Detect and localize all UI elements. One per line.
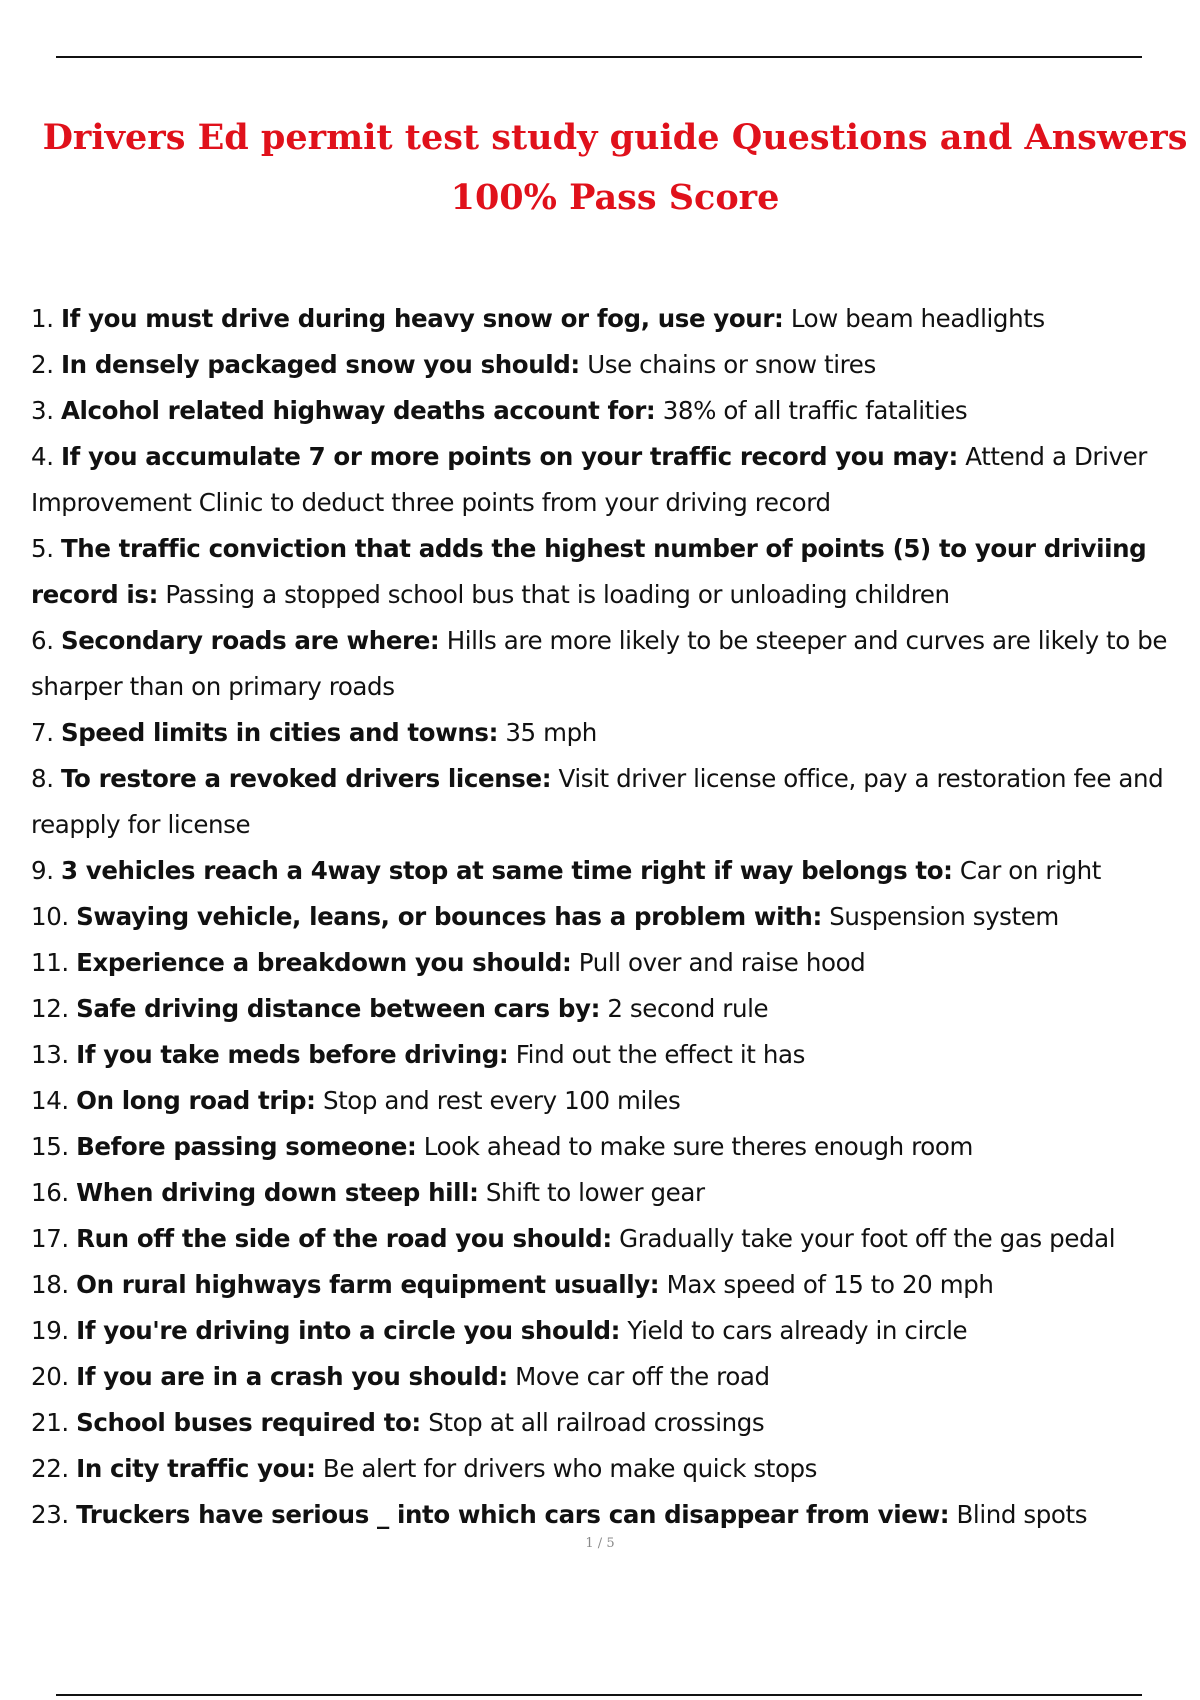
question-text: Before passing someone: bbox=[76, 1132, 417, 1161]
page-number: 1 / 5 bbox=[585, 1536, 615, 1551]
item-number: 2. bbox=[31, 350, 54, 379]
question-text: When driving down steep hill: bbox=[76, 1178, 479, 1207]
question-text: If you must drive during heavy snow or fog, use your: bbox=[60, 304, 784, 333]
answer-text: Stop and rest every 100 miles bbox=[322, 1086, 681, 1115]
answer-text: Suspension system bbox=[829, 902, 1059, 931]
list-item bbox=[31, 894, 1191, 940]
answer-text: Find out the effect it has bbox=[515, 1040, 805, 1069]
list-item bbox=[31, 1216, 1191, 1262]
answer-text: 35 mph bbox=[505, 718, 597, 747]
list-item bbox=[31, 986, 1191, 1032]
item-number: 15. bbox=[31, 1132, 69, 1161]
answer-text: Be alert for drivers who make quick stops bbox=[322, 1454, 818, 1483]
list-item bbox=[31, 296, 1191, 342]
list-item bbox=[31, 710, 1191, 756]
answer-text: Blind spots bbox=[956, 1500, 1088, 1529]
question-text: In densely packaged snow you should: bbox=[60, 350, 580, 379]
item-number: 16. bbox=[31, 1178, 69, 1207]
item-number: 19. bbox=[31, 1316, 69, 1345]
item-number: 8. bbox=[31, 764, 54, 793]
answer-text: Low beam headlights bbox=[790, 304, 1045, 333]
question-text: Run off the side of the road you should: bbox=[76, 1224, 612, 1253]
list-item bbox=[31, 1262, 1191, 1308]
list-item bbox=[31, 1400, 1191, 1446]
item-number: 4. bbox=[31, 442, 54, 471]
item-number: 14. bbox=[31, 1086, 69, 1115]
item-number: 10. bbox=[31, 902, 69, 931]
item-number: 1. bbox=[31, 304, 54, 333]
item-number: 22. bbox=[31, 1454, 69, 1483]
item-number: 20. bbox=[31, 1362, 69, 1391]
item-number: 23. bbox=[31, 1500, 69, 1529]
answer-text: Attend a Driver Improvement Clinic to deduct three points from your driving record bbox=[31, 442, 1147, 517]
answer-text: Stop at all railroad crossings bbox=[428, 1408, 765, 1437]
item-number: 21. bbox=[31, 1408, 69, 1437]
item-number: 18. bbox=[31, 1270, 69, 1299]
item-number: 12. bbox=[31, 994, 69, 1023]
item-number: 6. bbox=[31, 626, 54, 655]
question-text: If you accumulate 7 or more points on your traffic record you may: bbox=[60, 442, 958, 471]
question-text: If you're driving into a circle you should: bbox=[76, 1316, 620, 1345]
list-item bbox=[31, 848, 1191, 894]
question-text: If you take meds before driving: bbox=[76, 1040, 509, 1069]
list-item bbox=[31, 1078, 1191, 1124]
question-text: Swaying vehicle, leans, or bounces has a problem with: bbox=[76, 902, 822, 931]
list-item bbox=[31, 1170, 1191, 1216]
document-title bbox=[30, 108, 1200, 228]
list-item bbox=[31, 1446, 1191, 1492]
item-number: 3. bbox=[31, 396, 54, 425]
answer-text: Hills are more likely to be steeper and curves are likely to be sharper than on primary roads bbox=[31, 626, 1168, 701]
answer-text: Car on right bbox=[959, 856, 1101, 885]
list-item bbox=[31, 1492, 1191, 1538]
list-item bbox=[31, 388, 1191, 434]
answer-text: Move car off the road bbox=[515, 1362, 770, 1391]
answer-text: 38% of all traffic fatalities bbox=[662, 396, 968, 425]
question-text: Alcohol related highway deaths account for: bbox=[60, 396, 656, 425]
question-text: School buses required to: bbox=[76, 1408, 421, 1437]
question-text: Speed limits in cities and towns: bbox=[60, 718, 498, 747]
answer-text: 2 second rule bbox=[607, 994, 769, 1023]
question-text: 3 vehicles reach a 4way stop at same time right if way belongs to: bbox=[60, 856, 953, 885]
item-number: 17. bbox=[31, 1224, 69, 1253]
question-text: Truckers have serious _ into which cars can disappear from view: bbox=[76, 1500, 950, 1529]
question-answer-list bbox=[31, 296, 1191, 1538]
list-item bbox=[31, 1124, 1191, 1170]
answer-text: Visit driver license office, pay a restoration fee and reapply for license bbox=[31, 764, 1164, 839]
list-item bbox=[31, 756, 1191, 848]
question-text: On long road trip: bbox=[76, 1086, 316, 1115]
list-item bbox=[31, 434, 1191, 526]
question-text: Secondary roads are where: bbox=[60, 626, 440, 655]
question-text: On rural highways farm equipment usually: bbox=[76, 1270, 660, 1299]
question-text: To restore a revoked drivers license: bbox=[60, 764, 552, 793]
question-text: In city traffic you: bbox=[76, 1454, 316, 1483]
title-line-1: Drivers Ed permit test study guide Questions and Answers bbox=[42, 117, 1188, 158]
item-number: 7. bbox=[31, 718, 54, 747]
item-number: 11. bbox=[31, 948, 69, 977]
list-item bbox=[31, 940, 1191, 986]
bottom-rule bbox=[56, 1694, 1142, 1696]
list-item bbox=[31, 1032, 1191, 1078]
top-rule bbox=[56, 56, 1142, 58]
question-text: Experience a breakdown you should: bbox=[76, 948, 572, 977]
question-text: Safe driving distance between cars by: bbox=[76, 994, 600, 1023]
list-item bbox=[31, 1308, 1191, 1354]
title-line-2: 100% Pass Score bbox=[450, 177, 780, 218]
answer-text: Max speed of 15 to 20 mph bbox=[666, 1270, 994, 1299]
answer-text: Shift to lower gear bbox=[485, 1178, 705, 1207]
answer-text: Gradually take your foot off the gas pedal bbox=[619, 1224, 1116, 1253]
list-item bbox=[31, 342, 1191, 388]
answer-text: Use chains or snow tires bbox=[587, 350, 876, 379]
item-number: 5. bbox=[31, 534, 54, 563]
item-number: 9. bbox=[31, 856, 54, 885]
answer-text: Yield to cars already in circle bbox=[627, 1316, 968, 1345]
question-text: If you are in a crash you should: bbox=[76, 1362, 508, 1391]
list-item bbox=[31, 618, 1191, 710]
answer-text: Passing a stopped school bus that is loading or unloading children bbox=[165, 580, 950, 609]
list-item bbox=[31, 1354, 1191, 1400]
question-text: The traffic conviction that adds the highest number of points (5) to your driviing record is: bbox=[31, 534, 1147, 609]
list-item bbox=[31, 526, 1191, 618]
item-number: 13. bbox=[31, 1040, 69, 1069]
answer-text: Pull over and raise hood bbox=[578, 948, 866, 977]
answer-text: Look ahead to make sure theres enough room bbox=[423, 1132, 973, 1161]
